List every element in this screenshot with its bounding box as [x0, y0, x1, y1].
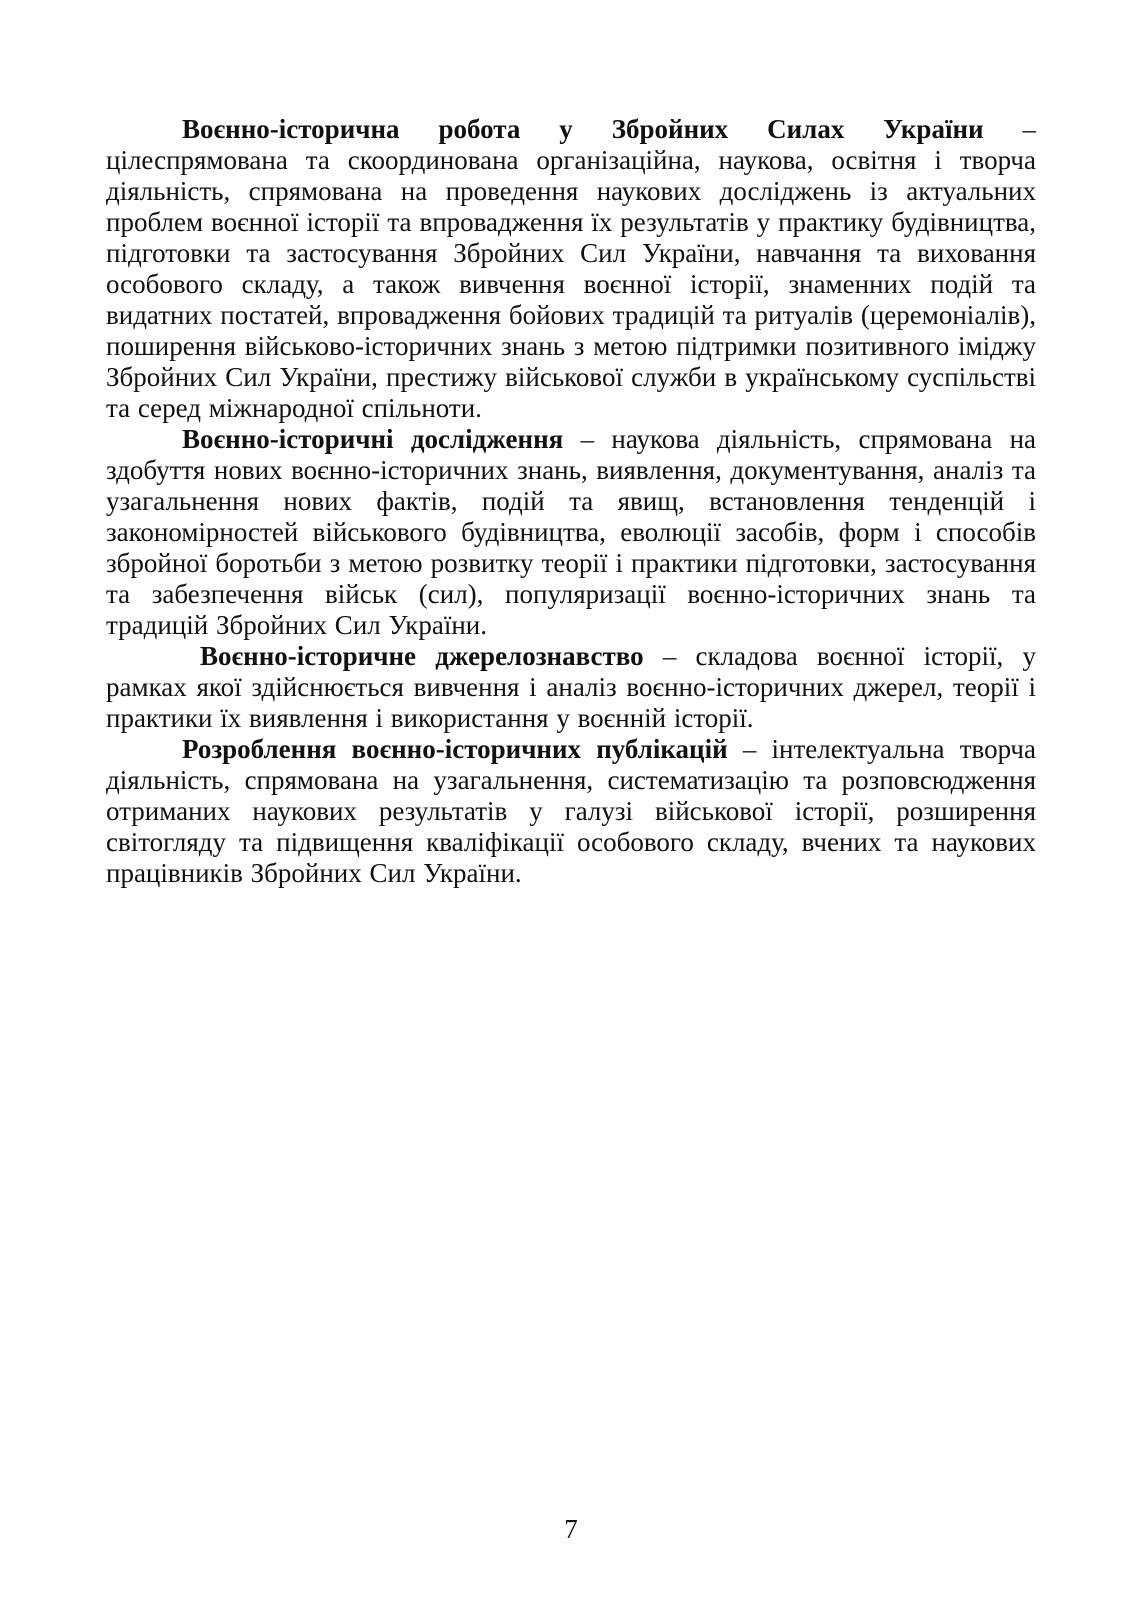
definition-body: – складова воєнної історії, у рамках якої здійснюється вивчення і аналіз воєнно-історичних джерел, теорії і практики їх виявлення і використання у воєнній історії.	[106, 641, 1036, 733]
page-number: 7	[564, 1514, 578, 1544]
definition-body: – інтелектуальна творча діяльність, спрямована на узагальнення, систематизацію та розповсюдження отриманих наукових результатів у галузі військової історії, розширення світогляду та підвищення кваліфікації особового складу, вчених та наукових працівників Збройних Сил України.	[106, 734, 1036, 888]
term-bold: Воєнно-історичні дослідження	[182, 424, 564, 454]
definition-paragraph	[106, 641, 1036, 734]
term-bold: Воєнно-історичне джерелознавство	[200, 641, 644, 671]
term-bold: Воєнно-історична робота у Збройних Силах України	[182, 114, 984, 144]
definition-body: – цілеспрямована та скоординована організаційна, наукова, освітня і творча діяльність, спрямована на проведення наукових досліджень із актуальних проблем воєнної історії та впровадження їх результатів у практику будівництва, підготовки та застосування Збройних Сил України, навчання та виховання особового складу, а також вивчення воєнної історії, знаменних подій та видатних постатей, впровадження бойових традицій та ритуалів (церемоніалів), поширення військово-історичних знань з метою підтримки позитивного іміджу Збройних Сил України, престижу військової служби в українському суспільстві та серед міжнародної спільноти.	[106, 114, 1037, 423]
text-block	[106, 114, 1036, 889]
term-bold: Розроблення воєнно-історичних публікацій	[182, 734, 728, 764]
definition-body: – наукова діяльність, спрямована на здобуття нових воєнно-історичних знань, виявлення, документування, аналіз та узагальнення нових фактів, подій та явищ, встановлення тенденцій і закономірностей військового будівництва, еволюції засобів, форм і способів збройної боротьби з метою розвитку теорії і практики підготовки, застосування та забезпечення військ (сил), популяризації воєнно-історичних знань та традицій Збройних Сил України.	[106, 424, 1036, 640]
definition-paragraph	[106, 114, 1036, 424]
definition-paragraph	[106, 734, 1036, 889]
definition-paragraph	[106, 424, 1036, 641]
